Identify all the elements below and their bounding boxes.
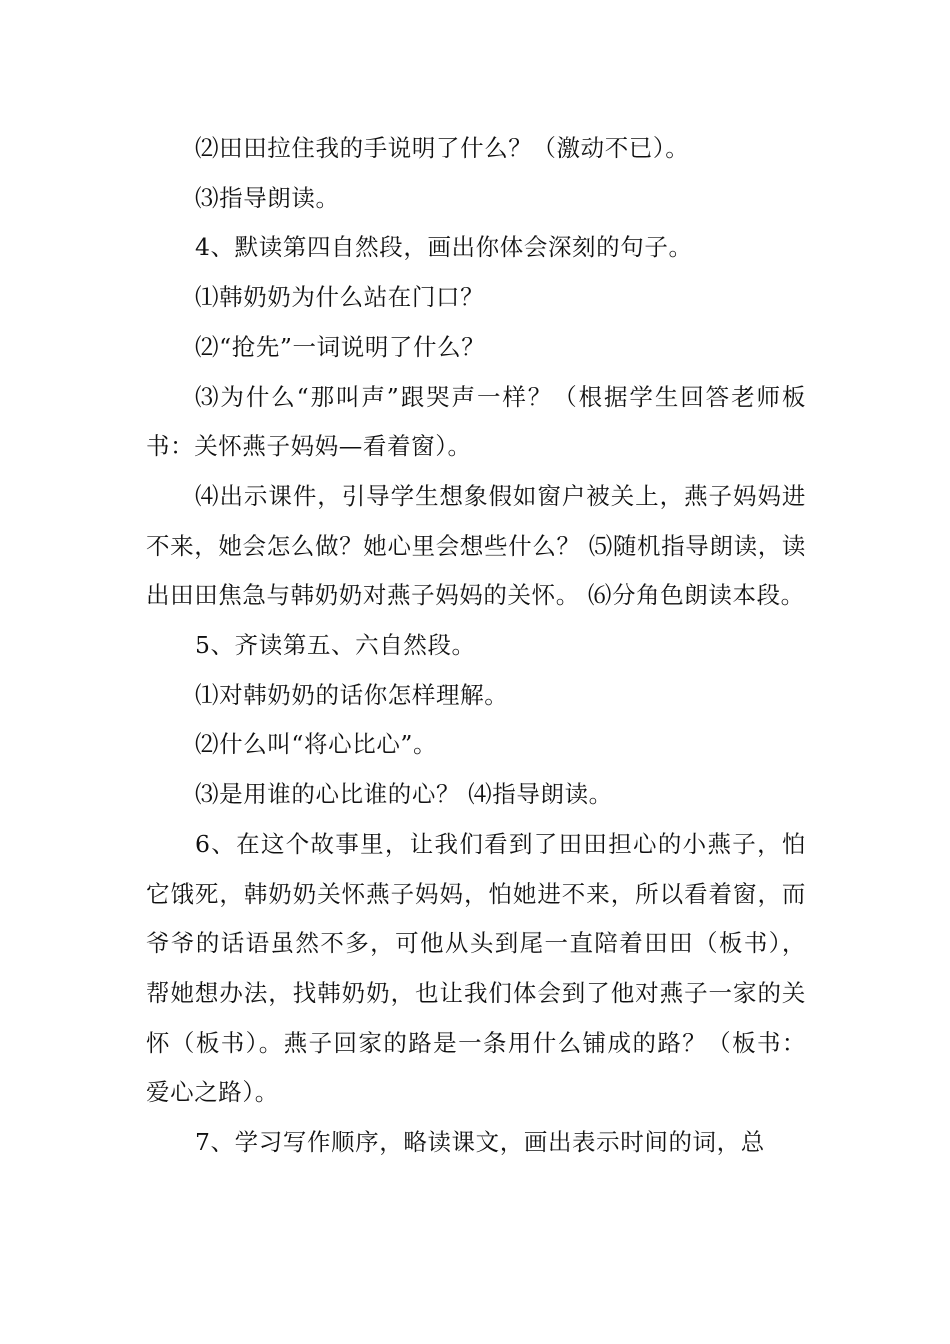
paragraph-step-4: 4、默读第四自然段，画出你体会深刻的句子。 [195, 233, 693, 262]
paragraph-step-4-q4: ⑷出示课件，引导学生想象假如窗户被关上，燕子妈妈进不来，她会怎么做？她心里会想些什么？ ⑸随机指导朗读，读出田田焦急与韩奶奶对燕子妈妈的关怀。 ⑹分角色朗读本段。 [146, 481, 806, 610]
paragraph-step-5-q2: ⑵什么叫“将心比心”。 [195, 730, 438, 759]
paragraph-step-5-q1: ⑴对韩奶奶的话你怎样理解。 [195, 680, 509, 709]
paragraph-step-4-q3: ⑶为什么“那叫声”跟哭声一样？（根据学生回答老师板书：关怀燕子妈妈—看着窗）。 [146, 382, 806, 461]
paragraph-question-2: ⑵田田拉住我的手说明了什么？（激动不已）。 [195, 134, 690, 162]
paragraph-step-6: 6、在这个故事里，让我们看到了田田担心的小燕子，怕它饿死，韩奶奶关怀燕子妈妈，怕她进不来，所以看着窗，而爷爷的话语虽然不多，可他从头到尾一直陪着田田（板书），帮她想办法，找韩奶奶，也让我们体会到了他对燕子一家的关怀（板书）。燕子回家的路是一条用什么铺成的路？（板书：爱心之路）。 [146, 829, 806, 1107]
paragraph-step-7: 7、学习写作顺序，略读课文，画出表示时间的词，总 [195, 1128, 765, 1157]
paragraph-guide-reading: ⑶指导朗读。 [195, 183, 340, 212]
paragraph-step-5: 5、齐读第五、六自然段。 [195, 631, 476, 660]
document-body [146, 124, 806, 1168]
paragraph-step-5-q3: ⑶是用谁的心比谁的心？ ⑷指导朗读。 [195, 780, 613, 809]
paragraph-step-4-q1: ⑴韩奶奶为什么站在门口？ [195, 283, 485, 312]
paragraph-step-4-q2: ⑵“抢先”一词说明了什么？ [195, 332, 486, 361]
